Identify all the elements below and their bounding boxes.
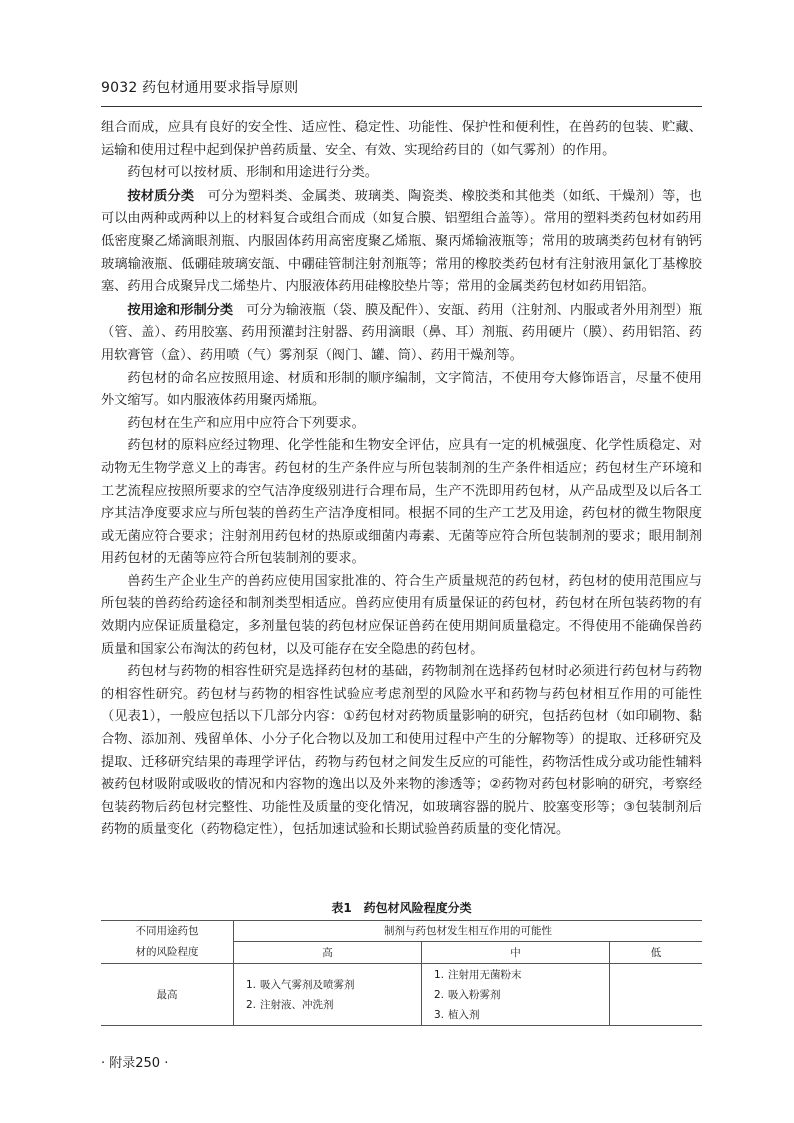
item-number: 1. [246,978,257,991]
paragraph [101,162,702,185]
item-number: 2. [434,988,445,1001]
table-header-row [101,921,702,942]
paragraph [101,435,702,571]
paragraph-text: 药包材与药物的相容性研究是选择药包材的基础，药物制剂在选择药包材时必须进行药包材与药物的相容性研究。药包材与药物的相容性试验应考虑剂型的风险水平和药物与药包材相互作用的可能性（见表1），一般应包括以下几部分内容：①药包材对药物质量影响的研究，包括药包材（如印刷物、黏合物、添加剂、残留单体、小分子化合物以及加工和使用过程中产生的分解物等）的提取、迁移研究及提取、迁移研究结果的毒理学评估，药物与药包材之间发生反应的可能性，药物活性成分或功能性辅料被药包材吸附或吸收的情况和内容物的逸出以及外来物的渗透等；②药物对药包材影响的研究，考察经包装药物后药包材完整性、功能性及质量的变化情况，如玻璃容器的脱片、胶塞变形等；③包装制剂后药物的质量变化（药物稳定性），包括加速试验和长期试验兽药质量的变化情况。 [101,664,702,838]
item-number: 1. [434,968,445,981]
paragraph [101,413,702,436]
item-text: 植入剂 [448,1008,480,1021]
body-text [101,117,702,842]
list-item [240,975,415,995]
paragraph [101,661,702,842]
item-number: 3. [434,1008,445,1021]
page-folio: · 附录250 · [101,1056,169,1071]
paragraph-text: 药包材可以按材质、形制和用途进行分类。 [127,165,378,181]
item-text: 吸入粉雾剂 [448,988,501,1001]
column-header-medium: 中 [422,941,610,963]
paragraph [101,117,702,162]
high-cell [234,964,422,1026]
list-item [240,995,415,1015]
list-item [428,1005,603,1025]
list-item [428,985,603,1005]
row-header-cell [101,921,234,964]
item-text: 注射用无菌粉末 [448,968,522,981]
column-header-low: 低 [610,941,703,963]
item-number: 2. [246,998,257,1011]
paragraph-text: 药包材的原料应经过物理、化学性能和生物安全评估，应具有一定的机械强度、化学性质稳定、对动物无生物学意义上的毒害。药包材的生产条件应与所包装制剂的生产条件相适应；药包材生产环境和工艺流程应按照所要求的空气洁净度级别进行合理布局，生产不洗即用药包材，从产品成型及以后各工序其洁净度要求应与所包装的兽药生产洁净度相同。根据不同的生产工艺及用途，药包材的微生物限度或无菌应符合要求；注射剂用药包材的热原或细菌内毒素、无菌等应符合所包装制剂的要求；眼用制剂用药包材的无菌等应符合所包装制剂的要求。 [101,438,702,567]
paragraph-text: 兽药生产企业生产的兽药应使用国家批准的、符合生产质量规范的药包材，药包材的使用范围应与所包装的兽药给药途径和制剂类型相适应。兽药应使用有质量保证的药包材，药包材在所包装药物的有效期内应保证质量稳定，多剂量包装的药包材应保证兽药在使用期间质量稳定。不得使用不能确保兽药质量和国家公布淘汰的药包材，以及可能存在安全隐患的药包材。 [101,573,702,657]
paragraph-text: 药包材在生产和应用中应符合下列要求。 [127,415,365,431]
item-text: 吸入气雾剂及喷雾剂 [260,978,355,991]
run-in-heading: 按用途和形制分类 [127,302,234,318]
column-header-high: 高 [234,941,422,963]
group-header-cell: 制剂与药包材发生相互作用的可能性 [234,921,703,942]
risk-level-cell: 最高 [101,964,234,1026]
paragraph-text: 药包材的命名应按照用途、材质和形制的顺序编制，文字简洁，不使用夸大修饰语言，尽量不使用外文缩写。如内服液体药用聚丙烯瓶。 [101,370,702,409]
header-rule [101,106,702,107]
run-in-heading: 按材质分类 [127,188,195,204]
paragraph-material-classification [101,186,702,299]
risk-table [101,920,702,1026]
paragraph-use-classification [101,300,702,368]
paragraph [101,571,702,661]
list-item [428,965,603,985]
item-text: 注射液、冲洗剂 [260,998,334,1011]
running-head: 9032 药包材通用要求指导原则 [101,80,299,96]
table-caption: 表1 药包材风险程度分类 [331,901,472,915]
table-row [101,964,702,1026]
paragraph-text: 可分为塑料类、金属类、玻璃类、陶瓷类、橡胶类和其他类（如纸、干燥剂）等，也可以由两种或两种以上的材料复合或组合而成（如复合膜、铝塑组合盖等）。常用的塑料类药包材如药用低密度聚乙烯滴眼剂瓶、内服固体药用高密度聚乙烯瓶、聚丙烯输液瓶等；常用的玻璃类药包材有钠钙玻璃输液瓶、低硼硅玻璃安瓿、中硼硅管制注射剂瓶等；常用的橡胶类药包材有注射液用氯化丁基橡胶塞、药用合成聚异戊二烯垫片、内服液体药用硅橡胶垫片等；常用的金属类药包材如药用铝箔。 [101,188,703,295]
row-header-line: 不同用途药包 [135,925,199,937]
medium-cell [422,964,610,1026]
paragraph [101,368,702,413]
paragraph-text: 可分为输液瓶（袋、膜及配件）、安瓿、药用（注射剂、内服或者外用剂型）瓶（管、盖）、药用胶塞、药用预灌封注射器、药用滴眼（鼻、耳）剂瓶、药用硬片（膜）、药用铝箔、药用软膏管（盒）、药用喷（气）雾剂泵（阀门、罐、筒）、药用干燥剂等。 [101,302,703,363]
paragraph-text: 组合而成，应具有良好的安全性、适应性、稳定性、功能性、保护性和便利性，在兽药的包装、贮藏、运输和使用过程中起到保护兽药质量、安全、有效、实现给药目的（如气雾剂）的作用。 [101,120,702,158]
low-cell [610,964,703,1026]
row-header-line: 材的风险程度 [135,946,199,958]
